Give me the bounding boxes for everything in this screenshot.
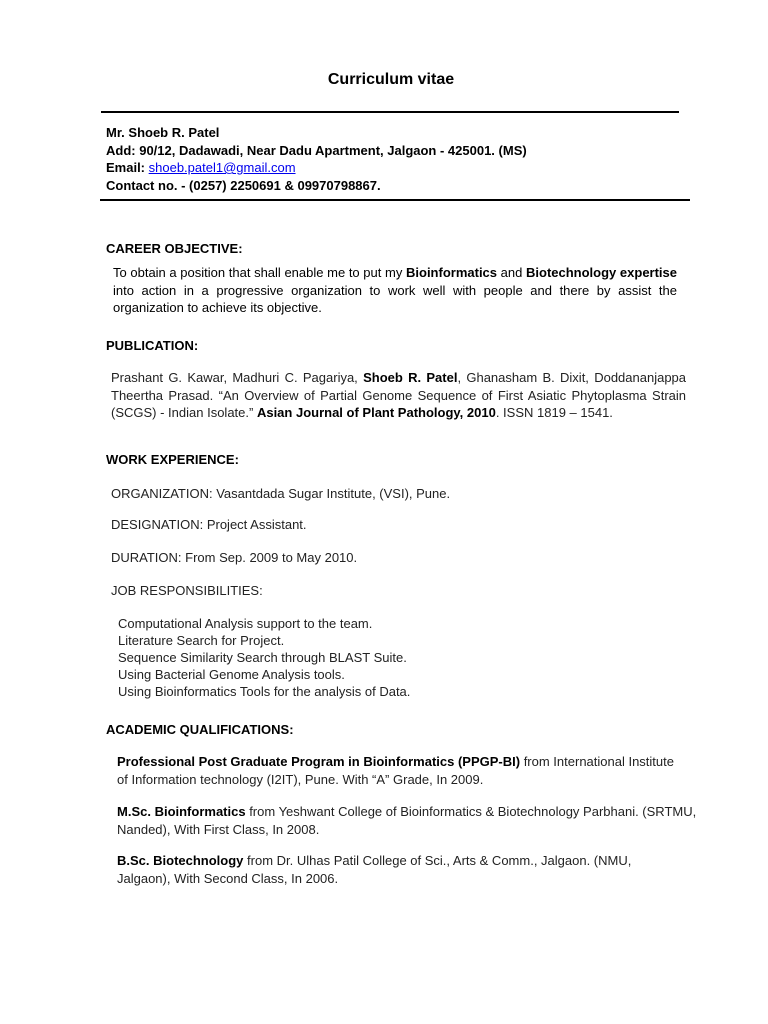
- list-item: Using Bacterial Genome Analysis tools.: [118, 667, 345, 682]
- career-objective-heading: CAREER OBJECTIVE:: [106, 241, 243, 256]
- contact-block: [106, 124, 527, 194]
- career-bold-1: Bioinformatics: [406, 265, 498, 280]
- contact-email-row: [106, 159, 527, 177]
- list-item: Sequence Similarity Search through BLAST Suite.: [118, 650, 407, 665]
- contact-phone: Contact no. - (0257) 2250691 & 09970798867.: [106, 177, 381, 193]
- career-text-3: into action in a progressive organization to work well with people and there by assist the organization to achieve its objective.: [113, 282, 677, 315]
- publication-text: [111, 369, 686, 422]
- qualification-ppgp: [117, 753, 677, 788]
- publication-journal-bold: Asian Journal of Plant Pathology, 2010: [256, 405, 496, 420]
- publication-text-2: , Ghanasham B. Dixit, Doddananjappa Theertha Prasad. “An Overview of Partial Genome Sequence of First Asiatic Phytoplasma Strain (SCGS) - Indian Isolate.”: [111, 370, 687, 420]
- career-bold-2: Biotechnology expertise: [526, 265, 678, 280]
- publication-text-3: . ISSN 1819 – 1541.: [495, 405, 613, 420]
- work-duration: DURATION: From Sep. 2009 to May 2010.: [111, 550, 358, 565]
- work-designation: DESIGNATION: Project Assistant.: [111, 517, 307, 532]
- qualification-bsc-title: B.Sc. Biotechnology: [117, 853, 244, 868]
- email-link[interactable]: shoeb.patel1@gmail.com: [148, 160, 296, 175]
- qualification-ppgp-title: Professional Post Graduate Program in Bioinformatics (PPGP-BI): [117, 754, 521, 769]
- work-experience-heading: WORK EXPERIENCE:: [106, 452, 239, 467]
- contact-address: Add: 90/12, Dadawadi, Near Dadu Apartment, Jalgaon - 425001. (MS): [106, 142, 527, 158]
- header-divider-top: [101, 111, 679, 113]
- email-label: Email:: [106, 160, 146, 175]
- career-text-2: and: [497, 265, 526, 280]
- career-objective-text: [113, 264, 677, 317]
- qualification-msc-title: M.Sc. Bioinformatics: [117, 804, 246, 819]
- publication-heading: PUBLICATION:: [106, 338, 199, 353]
- qualification-msc-detail: from Yeshwant College of Bioinformatics & Biotechnology Parbhani. (SRTMU, Nanded), With First Class, In 2008.: [117, 804, 697, 837]
- work-organization: ORGANIZATION: Vasantdada Sugar Institute, (VSI), Pune.: [111, 486, 451, 501]
- qualification-ppgp-detail: from International Institute of Information technology (I2IT), Pune. With “A” Grade, In 2009.: [117, 754, 674, 787]
- qualification-msc: [117, 803, 707, 838]
- list-item: Computational Analysis support to the team.: [118, 616, 373, 631]
- contact-name: Mr. Shoeb R. Patel: [106, 125, 220, 140]
- publication-author-bold: Shoeb R. Patel: [363, 370, 458, 385]
- qualification-bsc: [117, 852, 672, 887]
- job-responsibilities-list: [118, 615, 410, 700]
- header-divider-bottom: [100, 199, 690, 201]
- qualification-bsc-detail: from Dr. Ulhas Patil College of Sci., Arts & Comm., Jalgaon. (NMU, Jalgaon), With Second Class, In 2006.: [117, 853, 632, 886]
- academic-heading: ACADEMIC QUALIFICATIONS:: [106, 722, 294, 737]
- page-title: Curriculum vitae: [327, 71, 455, 88]
- career-text-1: To obtain a position that shall enable me to put my: [113, 265, 406, 280]
- job-responsibilities-label: JOB RESPONSIBILITIES:: [111, 583, 263, 598]
- list-item: Literature Search for Project.: [118, 633, 285, 648]
- publication-text-1: Prashant G. Kawar, Madhuri C. Pagariya,: [111, 370, 364, 385]
- list-item: Using Bioinformatics Tools for the analysis of Data.: [118, 684, 411, 699]
